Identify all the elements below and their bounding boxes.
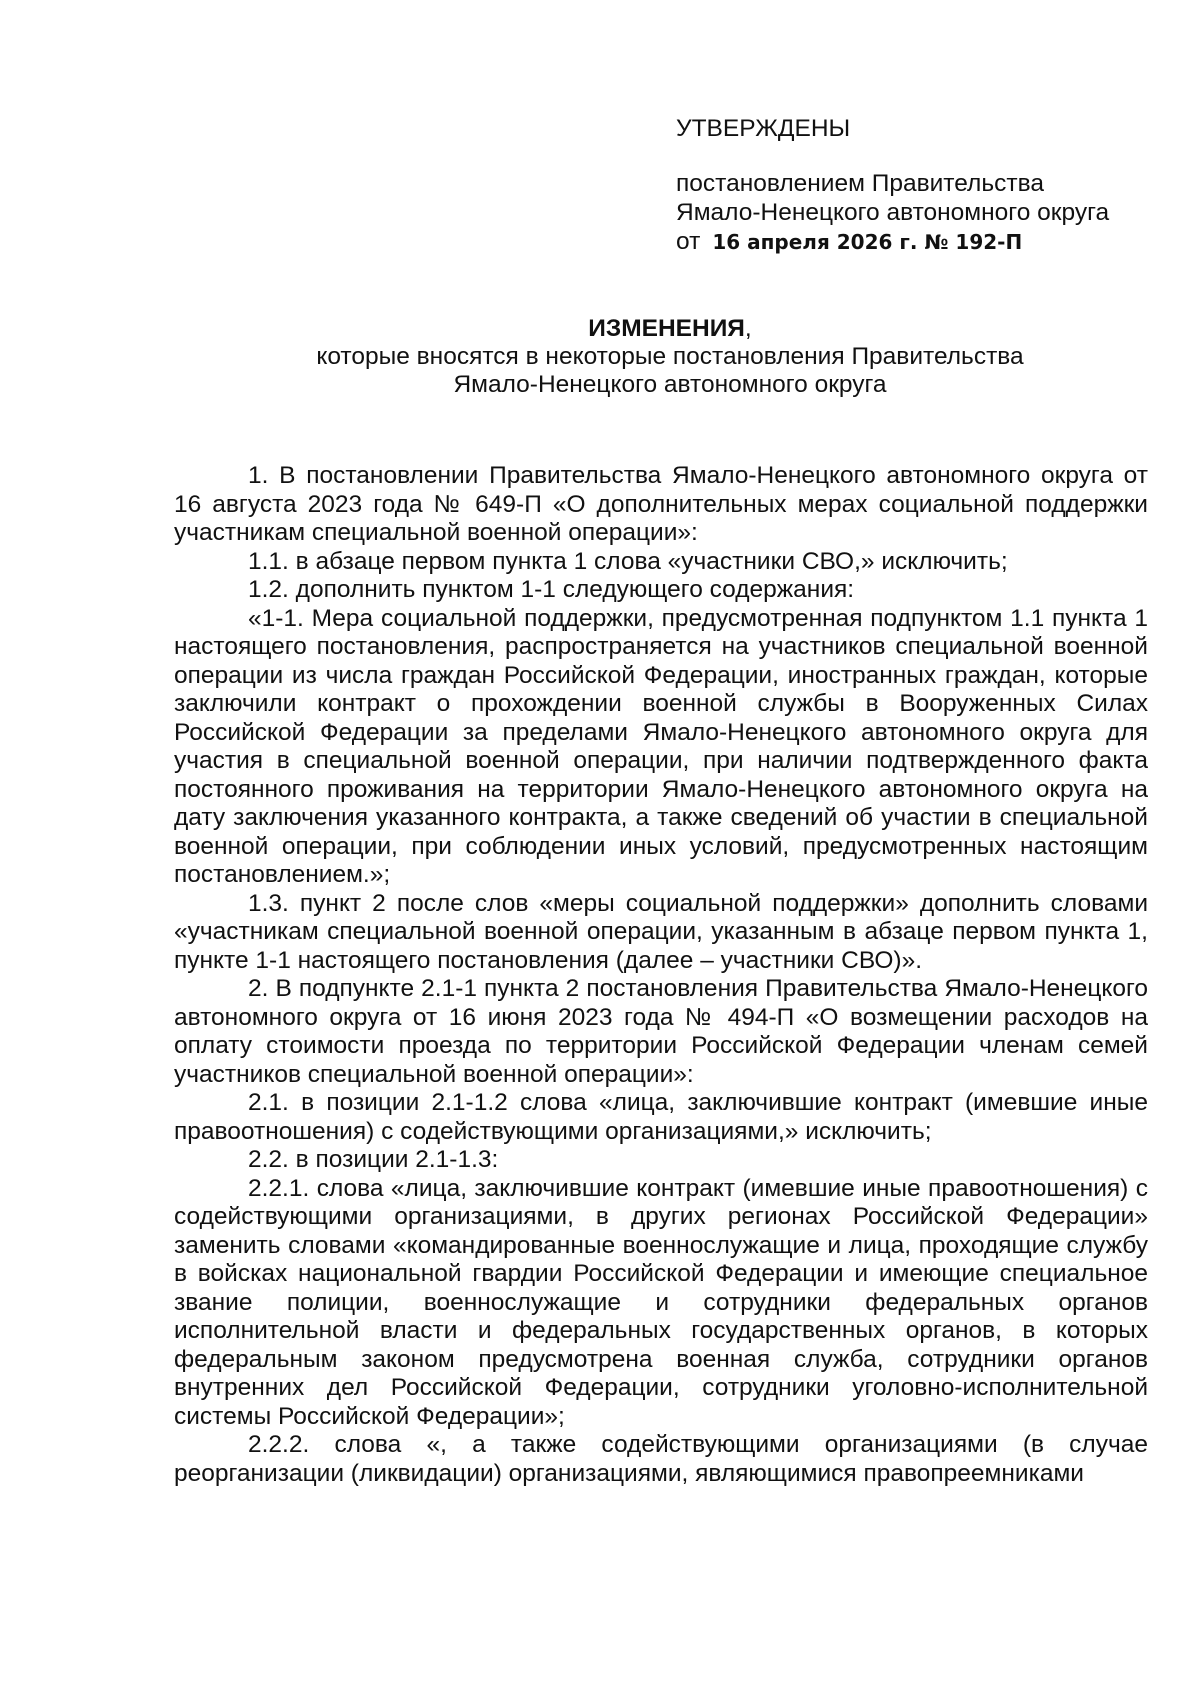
body-paragraph: «1-1. Мера социальной поддержки, предусмотренная подпунктом 1.1 пункта 1 настоящего постановления, распространяется на участников специальной военной операции из числа граждан Российской Федерации, иностранных граждан, которые заключили контракт о прохождении военной службы в Вооруженных Силах Российской Федерации за пределами Ямало-Ненецкого автономного округа для участия в специальной военной операции, при наличии подтвержденного факта постоянного проживания на территории Ямало-Ненецкого автономного округа на дату заключения указанного контракта, а также сведений об участии в специальной военной операции, при соблюдении иных условий, предусмотренных настоящим постановлением.»;: [174, 604, 1148, 888]
document-subtitle-line-1: которые вносятся в некоторые постановления Правительства: [316, 343, 1024, 370]
document-title: [180, 315, 1160, 343]
approval-date-prefix: от: [676, 228, 701, 255]
approval-date-value: 16 апреля 2026 г. № 192-П: [712, 230, 1023, 254]
approval-line: постановлением Правительства: [676, 170, 1044, 197]
body-paragraph: 1.2. дополнить пунктом 1-1 следующего содержания:: [248, 576, 855, 603]
body-paragraph: 1.1. в абзаце первом пункта 1 слова «участники СВО,» исключить;: [248, 547, 1008, 575]
body-paragraph: 2. В подпункте 2.1-1 пункта 2 постановления Правительства Ямало-Ненецкого автономного округа от 16 июня 2023 года № 494-П «О возмещении расходов на оплату стоимости проезда по территории Российской Федерации членам семей участников специальной военной операции»:: [174, 975, 1148, 1088]
approval-stamp: [676, 114, 1156, 257]
approval-line: Ямало-Ненецкого автономного округа: [676, 199, 1110, 226]
body-paragraph: 2.2. в позиции 2.1-1.3:: [248, 1146, 499, 1173]
document-body: [174, 462, 1148, 1488]
document-title-suffix: ,: [744, 315, 752, 342]
document-subtitle-line-2: Ямало-Ненецкого автономного округа: [453, 371, 887, 398]
body-paragraph: 1.3. пункт 2 после слов «меры социальной поддержки» дополнить словами «участникам специальной военной операции, указанным в абзаце первом пункта 1, пункте 1-1 настоящего постановления (далее – участники СВО)».: [174, 889, 1148, 974]
body-paragraph: 2.2.1. слова «лица, заключившие контракт (имевшие иные правоотношения) с содействующими организациями, в других регионах Российской Федерации» заменить словами «командированные военнослужащие и лица, проходящие службу в войсках национальной гвардии Российской Федерации и имеющие специальное звание полиции, военнослужащие и сотрудники федеральных органов исполнительной власти и федеральных государственных органов, в которых федеральным законом предусмотрена военная служба, сотрудники органов внутренних дел Российской Федерации, сотрудники уголовно-исполнительной системы Российской Федерации»;: [174, 1174, 1148, 1430]
body-paragraph: 2.1. в позиции 2.1-1.2 слова «лица, заключившие контракт (имевшие иные правоотношения) с содействующими организациями,» исключить;: [174, 1089, 1148, 1145]
approval-date-line: [676, 227, 1156, 257]
document-title-block: [180, 315, 1160, 399]
document-title-main: ИЗМЕНЕНИЯ: [588, 315, 745, 342]
body-paragraph: 1. В постановлении Правительства Ямало-Ненецкого автономного округа от 16 августа 2023 года № 649-П «О дополнительных мерах социальной поддержки участникам специальной военной операции»:: [174, 462, 1148, 546]
approval-heading: УТВЕРЖДЕНЫ: [676, 115, 851, 142]
body-paragraph: 2.2.2. слова «, а также содействующими организациями (в случае реорганизации (ликвидации) организациями, являющимися правопреемниками: [174, 1431, 1148, 1487]
